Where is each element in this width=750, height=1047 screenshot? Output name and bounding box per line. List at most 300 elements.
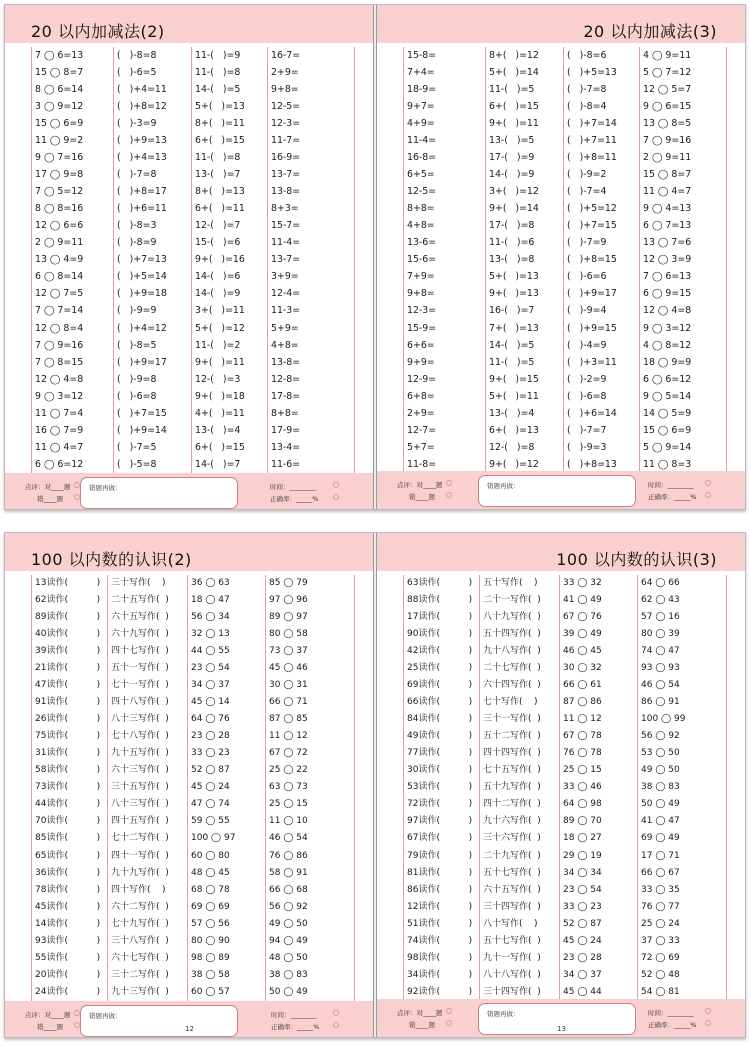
exercise-item: 9+7= [407,101,435,113]
exercise-item: 九十八写作( ) [483,646,541,657]
redo-label: 错题再做： [487,1010,520,1018]
exercise-item: 93读作( ) [35,935,101,946]
exercise-item: 八十写作( ) [483,918,538,929]
exercise-item: 98 ◯ 89 [191,952,230,963]
exercise-item: 87 ◯ 86 [563,697,602,708]
exercise-item: 48 ◯ 45 [191,867,230,878]
exercise-item: 11 ◯ 8=3 [643,458,692,470]
page-title: 100 以内数的认识(2) [31,550,192,569]
exercise-item: 17-( )=8 [489,220,535,232]
exercise-item: 65读作( ) [35,850,101,861]
exercise-item: 66 ◯ 68 [269,884,308,895]
exercise-item: ( )+8=17 [117,186,167,198]
workbook-page [5,533,374,1037]
exercise-item: 8+3= [271,203,299,215]
exercise-item: 11-( )=8 [195,152,241,164]
workbook-page [376,533,745,1037]
exercise-item: 64 ◯ 98 [563,799,602,810]
exercise-item: 17读作( ) [407,612,473,623]
exercise-item: 13-7= [271,254,301,266]
exercise-item: 13-4= [271,441,301,453]
exercise-item: 69 ◯ 69 [191,901,230,912]
exercise-item: 11-4= [407,135,437,147]
exercise-item: 5+( )=14 [489,67,539,79]
exercise-item: 8+8= [407,203,435,215]
smile-icon [446,1020,452,1026]
exercise-item: ( )+8=13 [567,458,617,470]
exercise-item: 36 ◯ 63 [191,578,230,588]
exercise-item: 12-3= [407,305,437,317]
exercise-item: 84读作( ) [407,714,473,725]
exercise-item: 36读作( ) [35,867,101,878]
exercise-item: ( )-8=4 [567,101,607,113]
exercise-column [265,575,355,1001]
redo-label: 错题再做： [89,484,122,492]
exercise-item: 77读作( ) [407,748,473,759]
exercise-item: 80 ◯ 90 [191,935,230,946]
exercise-item: 17-( )=9 [489,152,535,164]
accuracy-label: 正确率：_____% [648,493,697,501]
exercise-item: 33 ◯ 32 [563,578,602,588]
exercise-item: 6+( )=15 [489,101,539,113]
exercise-item: 75读作( ) [35,731,101,742]
page-header [5,5,373,43]
exercise-item: 7 ◯ 8=15 [35,356,84,368]
exercise-item: 66读作( ) [407,697,473,708]
exercise-item: 21读作( ) [35,663,101,674]
exercise-item: 9+( )=13 [489,288,539,300]
smile-icon [705,1020,711,1026]
exercise-item: 18 ◯ 47 [191,595,230,606]
exercise-item: 16-9= [271,152,301,164]
exercise-item: 9+( )=11 [489,118,539,130]
exercise-item: ( )+6=11 [117,203,167,215]
exercise-item: 9 ◯ 6=15 [643,101,692,113]
exercise-item: ( )-6=6 [567,271,607,283]
exercise-item: 11-( )=6 [489,237,535,249]
exercise-item: 12 ◯ 7=5 [35,288,84,300]
exercise-item: 8+( )=13 [195,186,245,198]
exercise-item: 11-4= [271,237,301,249]
exercise-item: ( )+4=13 [117,152,167,164]
exercise-item: ( )-9=2 [567,169,607,181]
exercise-item: ( )+7=13 [117,254,167,266]
exercise-item: ( )-7=8 [567,84,607,96]
exercise-item: 四十五写作( ) [111,816,169,827]
exercise-item: 6+( )=11 [195,203,245,215]
exercise-item: 52 ◯ 87 [191,765,230,776]
smile-icon [333,494,339,500]
exercise-item: 14-( )=6 [195,271,241,283]
exercise-item: 12-5= [271,101,301,113]
exercise-item: 58读作( ) [35,765,101,776]
exercise-item: 25 ◯ 22 [269,765,308,776]
exercise-item: 二十七写作( ) [483,663,541,674]
exercise-item: 4+8= [407,220,435,232]
exercise-item: 89 ◯ 70 [563,816,602,827]
exercise-item: 14 ◯ 5=9 [643,407,692,419]
exercise-item: ( )+7=14 [567,118,617,130]
exercise-item: 七十写作( ) [483,697,538,708]
exercise-item: 8+( )=11 [195,118,245,130]
exercise-item: 89读作( ) [35,612,101,623]
exercise-item: 15-6= [407,254,437,266]
page-header [377,5,745,43]
exercise-item: 38 ◯ 83 [641,782,680,793]
clock-icon [333,1010,339,1016]
exercise-item: 57 ◯ 56 [191,918,230,929]
exercise-item: 42读作( ) [407,646,473,657]
exercise-item: 六十四写作( ) [483,680,541,691]
exercise-item: 三十八写作( ) [111,935,169,946]
exercise-item: 二十九写作( ) [483,850,541,861]
exercise-item: ( )-9=9 [117,305,157,317]
clock-icon [333,482,339,488]
exercise-item: 六十三写作( ) [111,765,169,776]
exercise-item: ( )-9=8 [117,373,157,385]
exercise-item: 33 ◯ 23 [563,901,602,912]
exercise-item: 16-( )=7 [489,305,535,317]
exercise-item: 6 ◯ 9=15 [643,288,692,300]
exercise-item: 5 ◯ 7=12 [643,67,692,79]
exercise-item: 3+9= [271,271,299,283]
exercise-item: 74读作( ) [407,935,473,946]
exercise-item: 91读作( ) [35,697,101,708]
exercise-grid [403,47,727,473]
exercise-item: 七十九写作( ) [111,918,169,929]
exercise-item: 九十一写作( ) [483,952,541,963]
exercise-item: ( )+7=15 [567,220,617,232]
accuracy-label: 正确率：_____% [648,1021,697,1029]
exercise-item: 13读作( ) [35,578,101,588]
exercise-item: 87 ◯ 85 [269,714,308,725]
exercise-item: 六十五写作( ) [111,612,169,623]
exercise-item: 29 ◯ 19 [563,850,602,861]
exercise-item: 2 ◯ 9=11 [643,152,692,164]
exercise-item: 九十五写作( ) [111,748,169,759]
exercise-item: 34读作( ) [407,969,473,980]
exercise-item: 16-7= [271,50,301,61]
score-wrong-label: 错____题 [409,1021,435,1029]
exercise-item: ( )+7=11 [567,135,617,147]
exercise-item: 三十四写作( ) [483,901,541,912]
exercise-item: 6+5= [407,169,435,181]
exercise-item: 12-( )=7 [195,220,241,232]
exercise-item: 16-8= [407,152,437,164]
exercise-item: 七十八写作( ) [111,731,169,742]
exercise-item: 50 ◯ 49 [641,799,680,810]
exercise-item: 四十写作( ) [111,884,166,895]
exercise-item: 66 ◯ 67 [641,867,680,878]
exercise-item: 49 ◯ 50 [269,918,308,929]
exercise-item: 45 ◯ 24 [191,782,230,793]
exercise-item: 86 ◯ 91 [641,697,680,708]
exercise-item: 14-( )=9 [489,169,535,181]
exercise-item: 五十一写作( ) [111,663,169,674]
exercise-item: 八十三写作( ) [111,714,169,725]
exercise-item: 四十七写作( ) [111,646,169,657]
exercise-item: ( )+9=14 [117,424,167,436]
exercise-item: 56 ◯ 92 [641,731,680,742]
exercise-item: 13-8= [271,186,301,198]
page-header [5,533,373,571]
exercise-item: 18 ◯ 9=9 [643,356,692,368]
exercise-item: 49 ◯ 50 [641,765,680,776]
exercise-item: 四十二写作( ) [483,799,541,810]
exercise-item: 30读作( ) [407,765,473,776]
exercise-item: 74 ◯ 47 [641,646,680,657]
exercise-item: 57 ◯ 16 [641,612,680,623]
exercise-item: 72读作( ) [407,799,473,810]
exercise-item: 67 ◯ 78 [563,731,602,742]
score-correct-label: 点评：对____题 [25,1011,71,1019]
exercise-item: 九十三写作( ) [111,986,169,997]
exercise-item: 48 ◯ 50 [269,952,308,963]
exercise-item: 32 ◯ 13 [191,629,230,640]
exercise-item: 45 ◯ 14 [191,697,230,708]
exercise-item: 14-( )=7 [195,458,241,470]
exercise-column [563,47,639,473]
exercise-item: ( )-8=5 [117,339,157,351]
exercise-item: 69读作( ) [407,680,473,691]
exercise-item: ( )+6=14 [567,407,617,419]
exercise-item: ( )-7=9 [567,237,607,249]
exercise-item: ( )-6=8 [117,390,157,402]
exercise-item: 80 ◯ 58 [269,629,308,640]
exercise-item: 13 ◯ 8=5 [643,118,692,130]
exercise-item: 70读作( ) [35,816,101,827]
smile-icon [446,1008,452,1014]
exercise-item: 7 ◯ 9=16 [643,135,692,147]
exercise-item: ( )-4=9 [567,339,607,351]
exercise-item: 13-( )=4 [489,407,535,419]
exercise-item: 78读作( ) [35,884,101,895]
exercise-column [559,575,637,1001]
exercise-item: 11-( )=5 [489,356,535,368]
exercise-item: ( )+3=11 [567,356,617,368]
exercise-item: 45读作( ) [35,901,101,912]
exercise-item: 14-( )=5 [195,84,241,96]
exercise-item: ( )-8=6 [567,50,607,61]
exercise-item: 九十九写作( ) [111,867,169,878]
exercise-item: 15-8= [407,50,437,61]
exercise-item: 69 ◯ 49 [641,833,680,844]
exercise-item: ( )-8=9 [117,237,157,249]
exercise-item: 47读作( ) [35,680,101,691]
exercise-item: 三十写作( ) [111,578,166,588]
score-wrong-label: 错____题 [409,493,435,501]
exercise-item: 12-7= [407,424,437,436]
exercise-item: 4+( )=11 [195,407,245,419]
exercise-item: 5 ◯ 9=14 [643,441,692,453]
exercise-item: 94 ◯ 49 [269,935,308,946]
time-label: 时间：________ [648,481,694,489]
exercise-item: ( )+5=13 [567,67,617,79]
exercise-item: 11-8= [407,458,437,470]
exercise-item: 79读作( ) [407,850,473,861]
exercise-item: 62 ◯ 43 [641,595,680,606]
exercise-item: 15 ◯ 6=9 [643,424,692,436]
exercise-item: 七十二写作( ) [111,833,169,844]
exercise-item: 四十八写作( ) [111,697,169,708]
exercise-item: 8 ◯ 8=16 [35,203,84,215]
smile-icon [446,480,452,486]
exercise-item: 9+( )=14 [489,203,539,215]
exercise-item: 15 ◯ 8=7 [643,169,692,181]
exercise-item: 98读作( ) [407,952,473,963]
exercise-item: 八十八写作( ) [483,969,541,980]
exercise-item: 33 ◯ 23 [191,748,230,759]
exercise-column [639,47,727,473]
exercise-item: 97 ◯ 96 [269,595,308,606]
exercise-item: 二十一写作( ) [483,595,541,606]
exercise-item: 12-9= [407,373,437,385]
exercise-grid [403,575,727,1001]
exercise-item: 7 ◯ 5=12 [35,186,84,198]
exercise-column [485,47,563,473]
exercise-item: 51读作( ) [407,918,473,929]
exercise-column [479,575,559,1001]
exercise-item: 7 ◯ 7=14 [35,305,84,317]
exercise-item: 31读作( ) [35,748,101,759]
workbook-page [376,5,745,509]
exercise-item: 44读作( ) [35,799,101,810]
exercise-item: 30 ◯ 32 [563,663,602,674]
exercise-item: 3+( )=11 [195,305,245,317]
exercise-item: 63 ◯ 73 [269,782,308,793]
exercise-item: 73 ◯ 37 [269,646,308,657]
exercise-item: 四十一写作( ) [111,850,169,861]
exercise-item: 88读作( ) [407,595,473,606]
exercise-item: ( )+8=15 [567,254,617,266]
exercise-item: 93 ◯ 93 [641,663,680,674]
exercise-item: 4+8= [271,339,299,351]
exercise-item: 11-3= [271,305,301,317]
page-header [377,533,745,571]
review-footer [377,471,745,509]
exercise-item: 72 ◯ 69 [641,952,680,963]
exercise-item: 11 ◯ 7=4 [35,407,84,419]
exercise-item: 92读作( ) [407,986,473,997]
exercise-item: 6 ◯ 6=12 [643,373,692,385]
score-wrong-label: 错____题 [37,1023,63,1031]
exercise-item: 25 ◯ 15 [269,799,308,810]
workbook-spread-2 [4,532,746,1038]
exercise-item: ( )-2=9 [567,373,607,385]
exercise-item: 4 ◯ 9=11 [643,50,692,61]
accuracy-label: 正确率：_____% [270,495,319,503]
exercise-item: 12 ◯ 3=9 [643,254,692,266]
exercise-column [31,575,107,1001]
exercise-item: 11-( )=9 [195,50,241,61]
exercise-item: 八十九写作( ) [483,612,541,623]
exercise-item: 4 ◯ 8=12 [643,339,692,351]
exercise-item: ( )+9=13 [117,135,167,147]
exercise-item: 12 ◯ 4=8 [35,373,84,385]
exercise-item: 53 ◯ 50 [641,748,680,759]
smile-icon [333,1022,339,1028]
exercise-item: 63读作( ) [407,578,473,588]
exercise-item: 45 ◯ 44 [563,986,602,997]
score-correct-label: 点评：对____题 [397,1009,443,1017]
exercise-item: 11-( )=5 [489,84,535,96]
exercise-item: 52 ◯ 87 [563,918,602,929]
exercise-item: 86读作( ) [407,884,473,895]
exercise-item: ( )-9=4 [567,305,607,317]
exercise-item: 14-( )=5 [489,339,535,351]
exercise-item: 52 ◯ 48 [641,969,680,980]
exercise-item: 9+( )=11 [195,356,245,368]
exercise-item: 7 ◯ 6=13 [643,271,692,283]
exercise-item: ( )-6=5 [117,67,157,79]
clock-icon [705,1008,711,1014]
exercise-item: 39读作( ) [35,646,101,657]
exercise-item: 23 ◯ 54 [191,663,230,674]
exercise-item: 六十二写作( ) [111,901,169,912]
exercise-column [187,575,265,1001]
exercise-item: 76 ◯ 77 [641,901,680,912]
exercise-item: 三十六写作( ) [483,833,541,844]
time-label: 时间：________ [270,483,316,491]
exercise-item: 6+8= [407,390,435,402]
exercise-item: 67读作( ) [407,833,473,844]
exercise-item: 9 ◯ 7=16 [35,152,84,164]
page-title: 20 以内加减法(3) [583,22,717,41]
exercise-item: 81读作( ) [407,867,473,878]
exercise-item: 2 ◯ 9=11 [35,237,84,249]
exercise-item: 34 ◯ 37 [563,969,602,980]
exercise-item: 9+8= [407,288,435,300]
exercise-item: 八十三写作( ) [111,799,169,810]
exercise-item: 56 ◯ 92 [269,901,308,912]
exercise-grid [31,575,355,1001]
exercise-item: 9+( )=15 [489,373,539,385]
exercise-item: 9+9= [407,356,435,368]
exercise-item: 66 ◯ 61 [563,680,602,691]
exercise-item: 23 ◯ 54 [563,884,602,895]
exercise-item: 34 ◯ 34 [563,867,602,878]
exercise-item: 五十九写作( ) [483,782,541,793]
exercise-item: 7+4= [407,67,435,79]
workbook-page [5,5,374,509]
exercise-item: ( )+9=17 [567,288,617,300]
exercise-item: 24读作( ) [35,986,101,997]
redo-box [80,477,238,509]
exercise-item: 11 ◯ 4=7 [643,186,692,198]
exercise-item: 7 ◯ 9=16 [35,339,84,351]
exercise-item: 6+( )=15 [195,441,245,453]
exercise-item: 13 ◯ 4=9 [35,254,84,266]
exercise-item: 50 ◯ 49 [269,986,308,997]
exercise-item: 46 ◯ 45 [563,646,602,657]
exercise-item: 58 ◯ 91 [269,867,308,878]
exercise-item: 8+( )=12 [489,50,539,61]
exercise-item: 5+9= [271,322,299,334]
exercise-item: 85读作( ) [35,833,101,844]
exercise-item: 11-6= [271,458,301,470]
exercise-item: 53读作( ) [407,782,473,793]
exercise-item: 9 ◯ 3=12 [35,390,84,402]
exercise-item: 15-9= [407,322,437,334]
exercise-column [403,575,479,1001]
exercise-item: 46 ◯ 54 [641,680,680,691]
exercise-item: 97读作( ) [407,816,473,827]
exercise-item: 5+( )=11 [489,390,539,402]
exercise-item: 六十九写作( ) [111,629,169,640]
exercise-item: 6 ◯ 6=12 [35,458,84,470]
exercise-item: 20读作( ) [35,969,101,980]
exercise-item: 15 ◯ 8=7 [35,67,84,79]
